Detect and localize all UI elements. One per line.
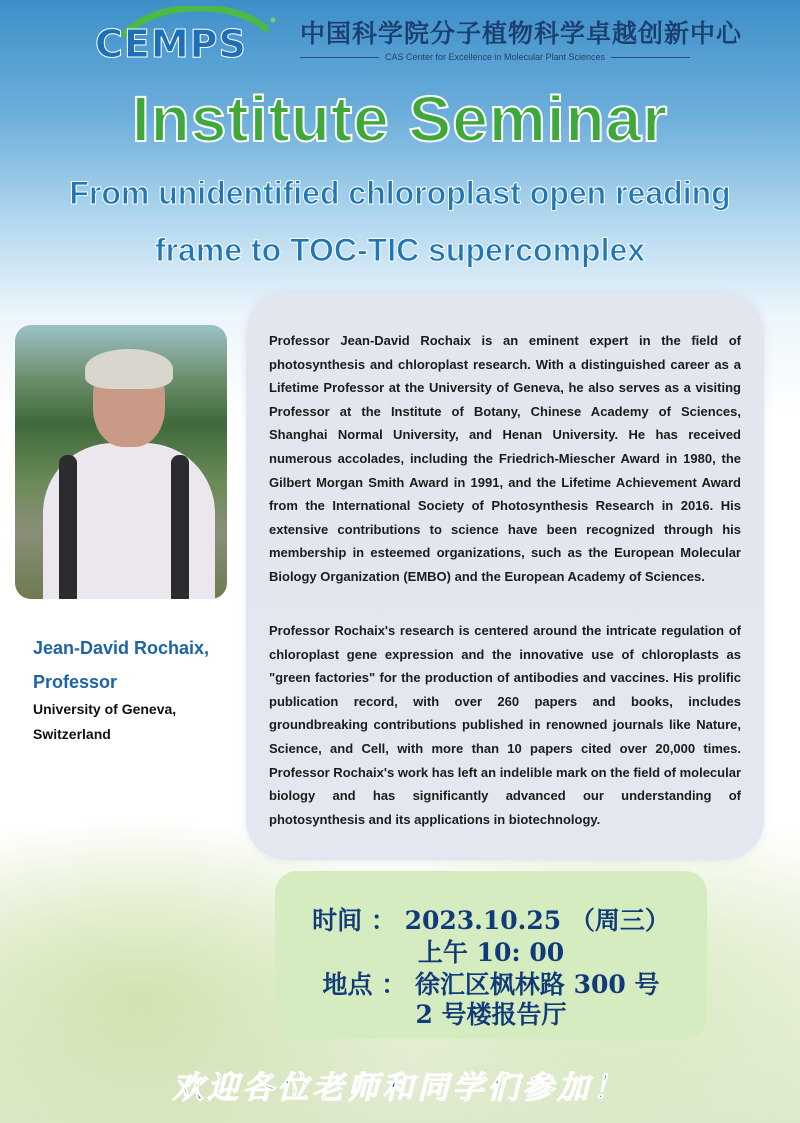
affiliation-line1: University of Geneva, [33, 701, 177, 717]
photo-backpack-strap [171, 455, 189, 599]
event-place: 地点 ： 徐汇区枫林路 300 号 [322, 970, 660, 999]
affiliation-line2: Switzerland [33, 726, 111, 742]
welcome-message: 欢迎各位老师和同学们参加！ [172, 1070, 628, 1106]
speaker-title: Professor [33, 672, 118, 692]
speaker-name [33, 631, 233, 699]
divider [300, 57, 379, 58]
speaker-name-line1: Jean-David Rochaix, [33, 638, 210, 658]
event-time: 时间 ： 2023.10.25 （周三） [312, 906, 670, 935]
photo-figure-hair [85, 349, 173, 389]
speaker-bio-card [246, 294, 764, 860]
bio-paragraph-2: Professor Rochaix's research is centered around the intricate regulation of chloroplast gene expression and the innovative use of chloroplasts as "green factories" for the production of antibodies and vaccines. His prolific publication record, with over 260 papers and books, includes groundbreaking contributions published in renowned journals like Nature, Science, and Cell, with more than 10 papers cited over 20,000 times. Professor Rochaix's work has left an indelible mark on the field of molecular biology and has significantly advanced our understanding of photosynthesis and its applications in biotechnology. [269, 623, 741, 827]
event-info-box [275, 871, 707, 1039]
speaker-affiliation [33, 697, 233, 747]
talk-title [0, 165, 800, 279]
logo-text: CEMPS [95, 22, 247, 66]
institute-chinese-name: 中国科学院分子植物科学卓越创新中心 [300, 19, 743, 48]
bio-paragraph-1: Professor Jean-David Rochaix is an eminent expert in the field of photosynthesis and chloroplast research. With a distinguished career as a Lifetime Professor at the University of Geneva, he also serves as a visiting Professor at the Institute of Botany, Chinese Academy of Sciences, Shanghai Normal University, and Henan University. He has received numerous accolades, including the Friedrich-Miescher Award in 1980, the Gilbert Morgan Smith Award in 1991, and the Lifetime Achievement Award from the International Society of Photosynthesis Research in 2016. His extensive contributions to science have been recognized through his membership in esteemed organizations, such as the European Molecular Biology Organization (EMBO) and the European Academy of Sciences. [269, 333, 741, 584]
cemps-logo [95, 6, 285, 66]
talk-title-line2: frame to TOC-TIC supercomplex [154, 232, 646, 268]
institute-english-label: CAS Center for Excellence in Molecular Plant Sciences [384, 52, 606, 62]
divider [611, 57, 690, 58]
event-place-detail: 2 号楼报告厅 [415, 1000, 567, 1029]
photo-backpack-strap [59, 455, 77, 599]
talk-title-line1: From unidentified chloroplast open reading [69, 175, 731, 211]
speaker-photo [15, 325, 227, 599]
seminar-title: Institute Seminar [131, 83, 669, 155]
institute-english-name [300, 52, 690, 62]
event-time-detail: 上午 10: 00 [417, 938, 565, 967]
